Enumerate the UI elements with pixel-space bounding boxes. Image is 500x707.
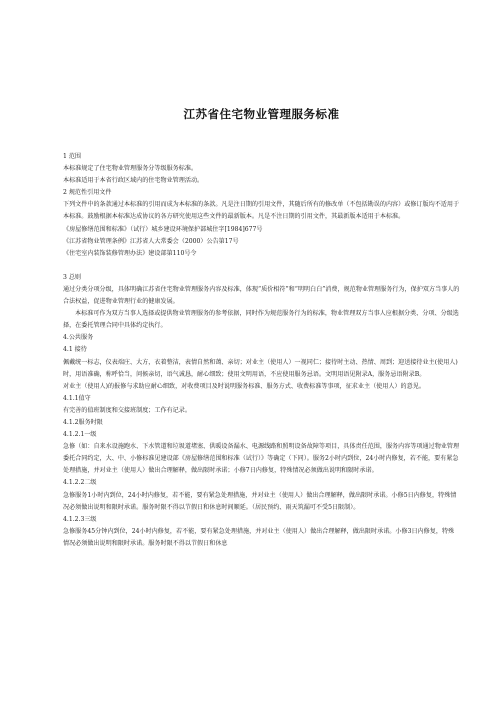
blank-line bbox=[63, 260, 460, 272]
reference-item: 《江苏省物业管理条例》江苏省人大常委会（2000）公告第17号 bbox=[63, 237, 239, 245]
body-paragraph: 佩戴统一标志，仪表端庄、大方，衣着整洁，表情自然和蔼、亲切；对业主（使用人）一视同仁；接待时主动、热情、周到；迎送接待业主(使用人)时，用语准确，称呼恰当，问候亲切，语气诚恳，耐心细致；使用文明用语，不应使用服务忌语。文明用语见附录A，服务忌语附录B。 bbox=[63, 358, 458, 378]
body-paragraph: 本标准适用于本省行政区域内的住宅物业管理活动。 bbox=[63, 177, 204, 185]
section-heading: 4.公共服务 bbox=[63, 334, 94, 342]
reference-item: 《住宅室内装饰装修管理办法》建设部第110号令 bbox=[63, 249, 197, 257]
subsection-heading: 4.1.2.2二级 bbox=[63, 479, 97, 487]
body-paragraph: 急修服务45分钟内到位，24小时内修复，若不能，要有紧急处理措施，并对业主（使用人）做出合理解释，做出限时承诺。小修3日内修复，特殊情况必须做出说明和限时承诺。服务时限不得以节假日和休息 bbox=[63, 527, 455, 547]
subsection-heading: 4.1.2.1一级 bbox=[63, 431, 97, 439]
section-heading: 2 规范性引用文件 bbox=[63, 189, 112, 197]
body-paragraph: 本标准可作为双方当事人选择或提供物业管理服务的参考依据，同时作为规范服务行为的标准，物业管理双方当事人应根据分类、分项、分级选择，在委托管理合同中具体约定执行。 bbox=[63, 310, 459, 330]
section-heading: 3 总则 bbox=[63, 273, 82, 281]
subsection-heading: 4.1 接待 bbox=[63, 346, 87, 354]
body-paragraph: 通过分类分项分级，具体明确江苏省住宅物业管理服务内容及标准，体现“质价相符”和“明明白白”消费，规范物业管理服务行为，保护双方当事人的合法权益，促进物业管理行业的健康发展。 bbox=[63, 285, 460, 306]
subsection-heading: 4.1.1值守 bbox=[63, 394, 91, 402]
document-body bbox=[63, 151, 460, 550]
body-paragraph: 对业主（使用人)的报修与求助应耐心细致，对收费项目及时说明服务标准、服务方式、收费标准等事项，征求业主（使用人）的意见。 bbox=[63, 382, 425, 390]
section-heading: 1 范围 bbox=[63, 153, 82, 160]
body-paragraph: 有完善的值班制度和交接班制度；工作有记录。 bbox=[63, 406, 191, 414]
body-paragraph: 本标准规定了住宅物业管理服务分等级服务标准。 bbox=[63, 165, 198, 173]
body-paragraph: 急修（如：自来水设施跑水、下水管道和垃圾道堵塞、供暖设备漏水、电源线路和照明设备故障等项目，具体责任范围，服务内容等项通过物业管理委托合同约定，大、中、小修标准见建设部《房屋修缮范围和标准（试行）》等确定（下同）。服务2小时内到位，24小时内修复，若不能，要有紧急处理措施，并对业主（使用人）做出合理解释，做出限时承诺；小修7日内修复，特殊情况必须做出说明和限时承诺。 bbox=[63, 443, 460, 475]
body-paragraph: 急修服务1小时内到位，24小时内修复，若不能，要有紧急处理措施，并对业主（使用人）做出合理解释，做出限时承诺。小修5日内修复，特殊情况必须做出说明和限时承诺。服务时限不得以节假日和休息时间顺延。（居民预约、雨天筑漏可不受5日限制）。 bbox=[63, 491, 457, 511]
subsection-heading: 4.1.2.3三级 bbox=[63, 515, 97, 523]
subsection-heading: 4.1.2服务时限 bbox=[63, 418, 103, 426]
document-title: 江苏省住宅物业管理服务标准 bbox=[183, 107, 340, 121]
body-paragraph: 下列文件中的条款通过本标准的引用而成为本标准的条款。凡是注日期的引用文件，其随后所有的修改单（不包括勘误的内容）或修订版均不适用于本标准。鼓励根据本标准达成协议的各方研究使用这些文件的最新版本。凡是不注日期的引用文件，其最新版本适用于本标准。 bbox=[63, 201, 460, 221]
reference-item: 《房屋修缮范围和标准》（试行）城乡建设环境保护部城住字[1984]677号 bbox=[63, 225, 263, 233]
